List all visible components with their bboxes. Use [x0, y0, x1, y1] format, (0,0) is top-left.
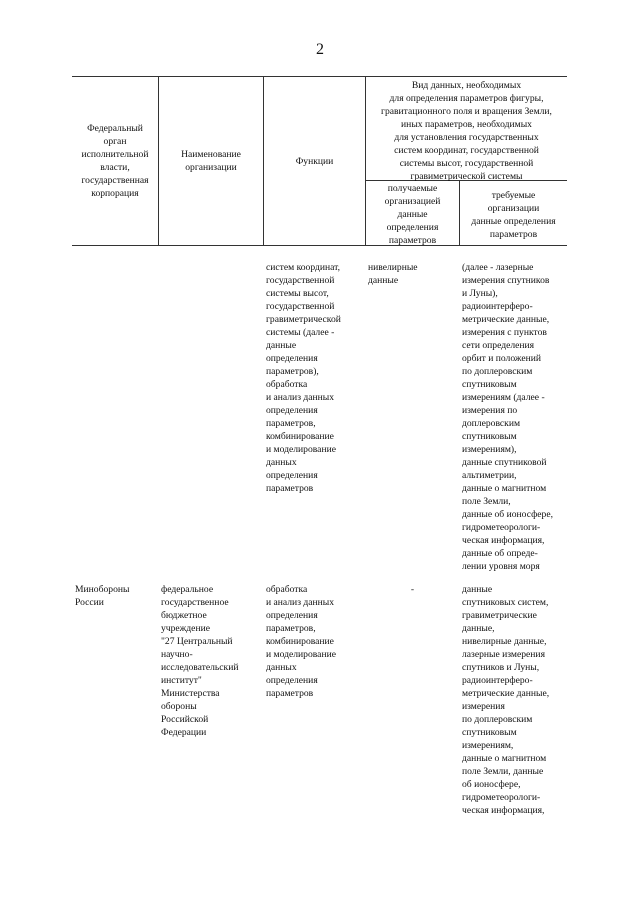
row2-required-data: данные спутниковых систем, гравиметрические данные, нивелирные данные, лазерные измерения спутников и Луны, радиоинтерферо- метрические данные, измерения по доплеровским спутниковым измерениям, данные о магнитном поле Земли, данные об ионосфере, гидрометеорологи- ческая информация, — [462, 584, 550, 816]
header-functions-text: Функции — [295, 155, 334, 167]
row1-functions: систем координат, государственной системы высот, государственной гравиметрической системы (далее - данные определения параметров), обработка и анализ данных определения параметров, комбинирование и моделирование данных определения параметров — [266, 262, 341, 494]
header-required-data: требуемые организации данные определения параметров — [471, 190, 556, 240]
header-organization-name — [159, 77, 263, 245]
header-bottom-border — [72, 245, 567, 246]
row2-received-data: - — [410, 584, 415, 595]
row1-required-data: (далее - лазерные измерения спутников и Луны), радиоинтерферо- метрические данные, измерения с пунктов сети определения орбит и положений по доплеровским спутниковым измерениям (далее - измерения по доплеровским спутниковым измерениям), данные спутниковой альтиметрии, данные о магнитном поле Земли, данные об ионосфере, гидрометеорологи- ческая информация, данные об опреде- лении уровня моря — [462, 262, 553, 572]
row2-organization-name: федеральное государственное бюджетное учреждение "27 Центральный научно- исследовательский институт" Министерства обороны Российской Федерации — [161, 584, 239, 738]
row2-functions: обработка и анализ данных определения параметров, комбинирование и моделирование данных определения параметров — [266, 584, 336, 699]
header-federal-body-text: Федеральный орган исполнительной власти, государственная корпорация — [81, 123, 149, 199]
header-federal-body — [72, 77, 158, 245]
page-number: 2 — [316, 41, 324, 58]
row1-received-data: нивелирные данные — [368, 262, 418, 286]
header-functions — [264, 77, 365, 245]
header-received-data: получаемые организацией данные определения параметров — [384, 183, 441, 246]
row2-federal-body: Минобороны России — [75, 584, 130, 608]
header-data-type-group: Вид данных, необходимых для определения параметров фигуры, гравитационного поля и вращения Земли, иных параметров, необходимых для установления государственных систем координат, государственной системы высот, государственной гравиметрической системы — [381, 80, 552, 182]
header-organization-name-text: Наименование организации — [181, 149, 241, 173]
